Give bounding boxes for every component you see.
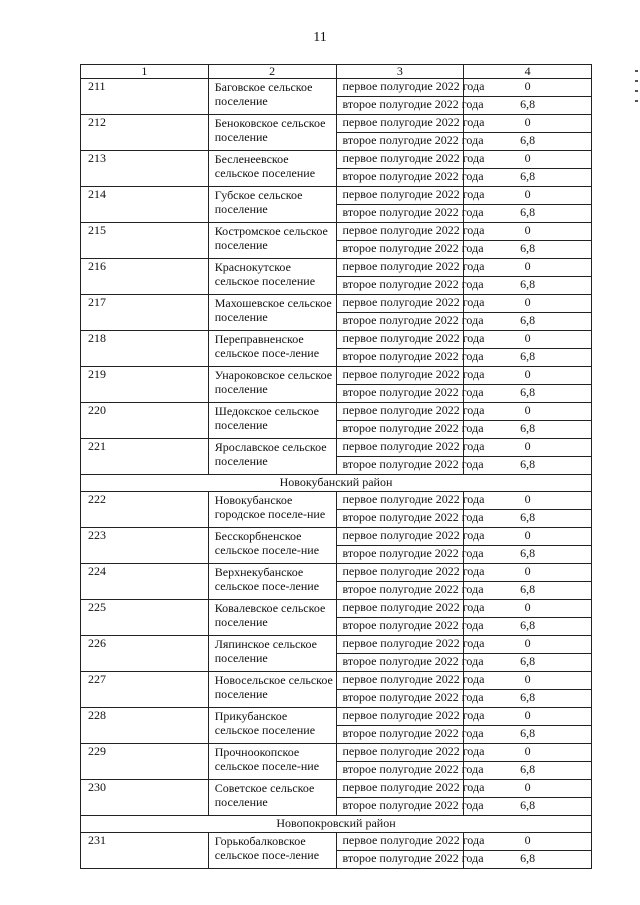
page-number: 11 xyxy=(313,30,327,45)
row-number: 212 xyxy=(81,115,209,151)
row-number: 221 xyxy=(81,439,209,475)
period-second-half: второе полугодие 2022 года xyxy=(336,582,464,600)
table-row xyxy=(81,115,592,133)
value-second-half: 6,8 xyxy=(464,205,592,223)
period-first-half: первое полугодие 2022 года xyxy=(336,403,464,421)
row-number: 219 xyxy=(81,367,209,403)
table-row xyxy=(81,744,592,762)
table-row xyxy=(81,367,592,385)
value-second-half: 6,8 xyxy=(464,510,592,528)
value-second-half: 6,8 xyxy=(464,349,592,367)
value-first-half: 0 xyxy=(464,259,592,277)
value-first-half: 0 xyxy=(464,439,592,457)
table-row xyxy=(81,708,592,726)
region-title: Новокубанский район xyxy=(81,475,592,492)
value-first-half: 0 xyxy=(464,295,592,313)
period-first-half: первое полугодие 2022 года xyxy=(336,151,464,169)
row-number: 223 xyxy=(81,528,209,564)
value-second-half: 6,8 xyxy=(464,241,592,259)
settlement-name: Краснокутское сельское поселение xyxy=(208,259,336,295)
period-second-half: второе полугодие 2022 года xyxy=(336,726,464,744)
table-body xyxy=(81,65,592,869)
period-first-half: первое полугодие 2022 года xyxy=(336,564,464,582)
period-first-half: первое полугодие 2022 года xyxy=(336,492,464,510)
settlement-name: Махошевское сельское поселение xyxy=(208,295,336,331)
value-second-half: 6,8 xyxy=(464,169,592,187)
period-second-half: второе полугодие 2022 года xyxy=(336,169,464,187)
period-first-half: первое полугодие 2022 года xyxy=(336,439,464,457)
period-second-half: второе полугодие 2022 года xyxy=(336,205,464,223)
value-second-half: 6,8 xyxy=(464,133,592,151)
region-row xyxy=(81,816,592,833)
value-first-half: 0 xyxy=(464,492,592,510)
value-second-half: 6,8 xyxy=(464,851,592,869)
settlement-name: Новокубанское городское поселе-ние xyxy=(208,492,336,528)
header-col-3: 3 xyxy=(336,65,464,79)
value-second-half: 6,8 xyxy=(464,762,592,780)
settlement-name: Губское сельское поселение xyxy=(208,187,336,223)
settlement-name: Верхнекубанское сельское посе-ление xyxy=(208,564,336,600)
period-second-half: второе полугодие 2022 года xyxy=(336,546,464,564)
value-second-half: 6,8 xyxy=(464,277,592,295)
value-first-half: 0 xyxy=(464,403,592,421)
settlement-name: Новосельское сельское поселение xyxy=(208,672,336,708)
settlement-name: Ярославское сельское поселение xyxy=(208,439,336,475)
row-number: 227 xyxy=(81,672,209,708)
value-first-half: 0 xyxy=(464,115,592,133)
row-number: 222 xyxy=(81,492,209,528)
table-row xyxy=(81,223,592,241)
row-number: 215 xyxy=(81,223,209,259)
period-second-half: второе полугодие 2022 года xyxy=(336,510,464,528)
row-number: 225 xyxy=(81,600,209,636)
value-first-half: 0 xyxy=(464,367,592,385)
value-first-half: 0 xyxy=(464,636,592,654)
table-header-row xyxy=(81,65,592,79)
settlement-name: Ляпинское сельское поселение xyxy=(208,636,336,672)
value-first-half: 0 xyxy=(464,672,592,690)
header-col-1: 1 xyxy=(81,65,209,79)
value-second-half: 6,8 xyxy=(464,385,592,403)
period-first-half: первое полугодие 2022 года xyxy=(336,79,464,97)
region-row xyxy=(81,475,592,492)
value-second-half: 6,8 xyxy=(464,97,592,115)
period-first-half: первое полугодие 2022 года xyxy=(336,367,464,385)
margin-marks xyxy=(632,62,640,142)
period-first-half: первое полугодие 2022 года xyxy=(336,672,464,690)
row-number: 213 xyxy=(81,151,209,187)
value-first-half: 0 xyxy=(464,744,592,762)
row-number: 220 xyxy=(81,403,209,439)
period-second-half: второе полугодие 2022 года xyxy=(336,277,464,295)
value-first-half: 0 xyxy=(464,223,592,241)
value-second-half: 6,8 xyxy=(464,618,592,636)
value-first-half: 0 xyxy=(464,528,592,546)
row-number: 228 xyxy=(81,708,209,744)
value-first-half: 0 xyxy=(464,79,592,97)
settlement-name: Советское сельское поселение xyxy=(208,780,336,816)
value-first-half: 0 xyxy=(464,780,592,798)
settlement-name: Баговское сельское поселение xyxy=(208,79,336,115)
period-first-half: первое полугодие 2022 года xyxy=(336,528,464,546)
value-second-half: 6,8 xyxy=(464,798,592,816)
settlement-name: Горькобалковское сельское посе-ление xyxy=(208,833,336,869)
period-second-half: второе полугодие 2022 года xyxy=(336,618,464,636)
period-first-half: первое полугодие 2022 года xyxy=(336,187,464,205)
value-second-half: 6,8 xyxy=(464,546,592,564)
settlement-name: Переправненское сельское посе-ление xyxy=(208,331,336,367)
settlement-name: Унароковское сельское поселение xyxy=(208,367,336,403)
row-number: 217 xyxy=(81,295,209,331)
settlement-name: Прикубанское сельское поселение xyxy=(208,708,336,744)
header-col-2: 2 xyxy=(208,65,336,79)
period-first-half: первое полугодие 2022 года xyxy=(336,600,464,618)
value-second-half: 6,8 xyxy=(464,582,592,600)
settlement-name: Прочноокопское сельское поселе-ние xyxy=(208,744,336,780)
row-number: 226 xyxy=(81,636,209,672)
period-first-half: первое полугодие 2022 года xyxy=(336,295,464,313)
value-first-half: 0 xyxy=(464,151,592,169)
period-first-half: первое полугодие 2022 года xyxy=(336,744,464,762)
period-second-half: второе полугодие 2022 года xyxy=(336,97,464,115)
margin-mark xyxy=(635,70,638,72)
table-row xyxy=(81,672,592,690)
value-second-half: 6,8 xyxy=(464,313,592,331)
table-row xyxy=(81,492,592,510)
table-row xyxy=(81,528,592,546)
table-row xyxy=(81,259,592,277)
table-row xyxy=(81,439,592,457)
settlement-name: Ковалевское сельское поселение xyxy=(208,600,336,636)
period-second-half: второе полугодие 2022 года xyxy=(336,421,464,439)
period-second-half: второе полугодие 2022 года xyxy=(336,385,464,403)
row-number: 218 xyxy=(81,331,209,367)
value-first-half: 0 xyxy=(464,600,592,618)
period-first-half: первое полугодие 2022 года xyxy=(336,708,464,726)
table-row xyxy=(81,833,592,851)
table-row xyxy=(81,331,592,349)
value-first-half: 0 xyxy=(464,187,592,205)
value-second-half: 6,8 xyxy=(464,690,592,708)
value-first-half: 0 xyxy=(464,708,592,726)
period-first-half: первое полугодие 2022 года xyxy=(336,833,464,851)
value-second-half: 6,8 xyxy=(464,421,592,439)
period-second-half: второе полугодие 2022 года xyxy=(336,762,464,780)
header-col-4: 4 xyxy=(464,65,592,79)
value-second-half: 6,8 xyxy=(464,726,592,744)
value-first-half: 0 xyxy=(464,564,592,582)
row-number: 224 xyxy=(81,564,209,600)
margin-mark xyxy=(635,100,638,102)
period-first-half: первое полугодие 2022 года xyxy=(336,223,464,241)
table-row xyxy=(81,780,592,798)
period-first-half: первое полугодие 2022 года xyxy=(336,636,464,654)
table-row xyxy=(81,600,592,618)
margin-mark xyxy=(635,80,638,82)
margin-mark xyxy=(635,90,638,92)
row-number: 231 xyxy=(81,833,209,869)
settlement-name: Беноковское сельское поселение xyxy=(208,115,336,151)
period-first-half: первое полугодие 2022 года xyxy=(336,331,464,349)
value-first-half: 0 xyxy=(464,331,592,349)
period-second-half: второе полугодие 2022 года xyxy=(336,798,464,816)
period-second-half: второе полугодие 2022 года xyxy=(336,133,464,151)
value-second-half: 6,8 xyxy=(464,457,592,475)
table-row xyxy=(81,403,592,421)
row-number: 216 xyxy=(81,259,209,295)
period-second-half: второе полугодие 2022 года xyxy=(336,690,464,708)
period-first-half: первое полугодие 2022 года xyxy=(336,259,464,277)
period-second-half: второе полугодие 2022 года xyxy=(336,241,464,259)
region-title: Новопокровский район xyxy=(81,816,592,833)
table-row xyxy=(81,151,592,169)
settlement-name: Бесскорбненское сельское поселе-ние xyxy=(208,528,336,564)
table-row xyxy=(81,564,592,582)
row-number: 229 xyxy=(81,744,209,780)
value-first-half: 0 xyxy=(464,833,592,851)
period-first-half: первое полугодие 2022 года xyxy=(336,115,464,133)
period-second-half: второе полугодие 2022 года xyxy=(336,349,464,367)
table-row xyxy=(81,636,592,654)
row-number: 230 xyxy=(81,780,209,816)
settlement-name: Шедокское сельское поселение xyxy=(208,403,336,439)
value-second-half: 6,8 xyxy=(464,654,592,672)
row-number: 211 xyxy=(81,79,209,115)
table-row xyxy=(81,187,592,205)
settlement-name: Костромское сельское поселение xyxy=(208,223,336,259)
table-row xyxy=(81,79,592,97)
table-row xyxy=(81,295,592,313)
settlements-table xyxy=(80,64,592,869)
period-second-half: второе полугодие 2022 года xyxy=(336,851,464,869)
period-second-half: второе полугодие 2022 года xyxy=(336,457,464,475)
period-first-half: первое полугодие 2022 года xyxy=(336,780,464,798)
period-second-half: второе полугодие 2022 года xyxy=(336,654,464,672)
period-second-half: второе полугодие 2022 года xyxy=(336,313,464,331)
row-number: 214 xyxy=(81,187,209,223)
settlement-name: Бесленеевское сельское поселение xyxy=(208,151,336,187)
